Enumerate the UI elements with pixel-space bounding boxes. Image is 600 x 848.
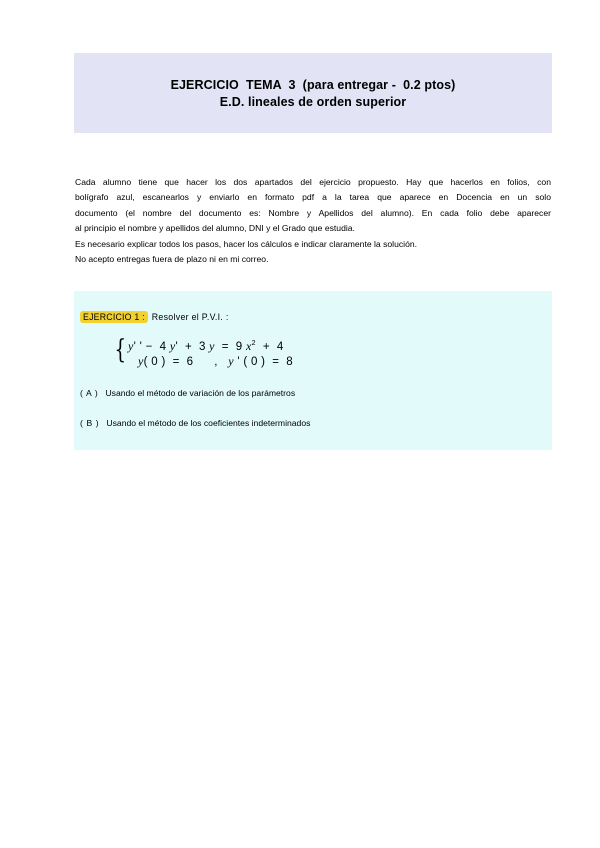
option-b [80, 417, 310, 429]
cond-part: ( 0 ) = 6 , [143, 356, 229, 368]
instruction-line: bolígrafo azul, escanearlos y enviarlo en formato pdf a la tarea que aparece en Docencia en un solo [75, 192, 551, 203]
differential-equation [128, 339, 284, 354]
var-y: y [138, 354, 144, 368]
system-brace: { [114, 335, 127, 365]
cond-part: ' ( 0 ) = 8 [233, 356, 293, 368]
eq-part: ' ' − 4 [133, 341, 170, 353]
var-y: y [128, 339, 134, 353]
exponent: 2 [251, 340, 256, 347]
exercise-description: Resolver el P.V.I. : [151, 312, 229, 322]
title-line-2: E.D. lineales de orden superior [219, 95, 407, 109]
option-b-text: Usando el método de los coeficientes indeterminados [106, 418, 311, 428]
instruction-line: Cada alumno tiene que hacer los dos apartados del ejercicio propuesto. Hay que hacerlos en folios, con [75, 177, 551, 187]
exercise-panel [74, 291, 552, 450]
title-banner [74, 53, 552, 133]
initial-conditions [138, 354, 293, 369]
option-a [80, 387, 295, 399]
var-y: y [169, 339, 176, 353]
eq-part: = 9 [214, 341, 246, 353]
instruction-line: No acepto entregas fuera de plazo ni en mi correo. [75, 254, 269, 265]
option-b-label: ( B ) [80, 418, 100, 428]
exercise-badge: EJERCICIO 1 : [80, 311, 148, 323]
option-a-label: ( A ) [80, 388, 99, 398]
title-line-1: EJERCICIO TEMA 3 (para entregar - 0.2 ptos) [170, 78, 456, 92]
var-y: y [209, 339, 215, 353]
instructions-text [75, 175, 551, 267]
var-y: y [228, 354, 234, 368]
eq-part: + 4 [255, 341, 284, 353]
option-a-text: Usando el método de variación de los parámetros [105, 388, 296, 398]
instruction-line: documento (el nombre del documento es: Nombre y Apellidos del alumno). En cada folio debe aparecer [75, 207, 551, 218]
instruction-line: al principio el nombre y apellidos del alumno, DNI y el Grado que estudia. [75, 223, 355, 234]
eq-part: ' + 3 [175, 341, 210, 353]
var-x: x [245, 339, 252, 353]
instruction-line: Es necesario explicar todos los pasos, hacer los cálculos e indicar claramente la solución. [75, 238, 418, 249]
exercise-header [80, 311, 229, 323]
